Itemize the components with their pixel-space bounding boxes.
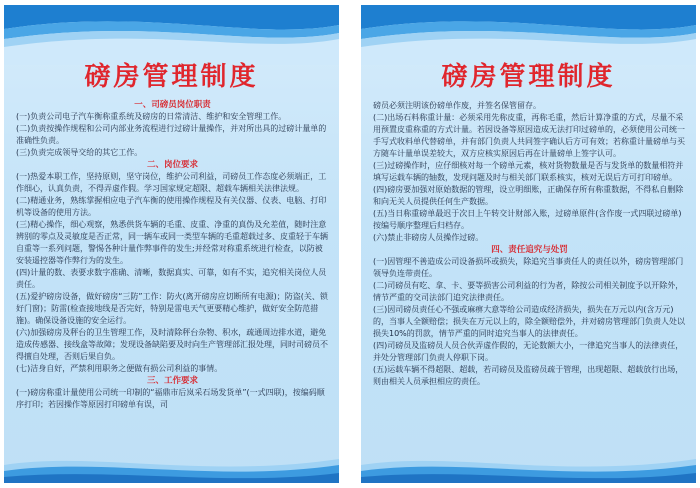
bottom-wave-decoration <box>361 443 696 483</box>
paragraph: (四)磅房要加强对原始数据的管理，设立明细账，正确保存所有称重数据，不得私自删除和向无关人员提供任何生产数据。 <box>373 185 684 206</box>
paragraph: (二)精通业务，熟练掌握相应电子汽车衡的使用操作规程及有关仪器、仪表、电脑、打印机等设备的使用方法。 <box>16 196 327 217</box>
paragraph: (六)加强磅房及秤台的卫生管理工作，及时清除秤台杂物、积水，疏通周边排水道，避免造成传感器、接线盒等故障；发现设备缺陷要及时向生产管理部汇报处理，同时司磅员不得擅自处理，否则后果自负。 <box>16 328 328 361</box>
paragraph: (二)负责按操作规程和公司内部业务流程进行过磅计量操作，并对所出具的过磅计量单的准确性负责。 <box>16 124 327 145</box>
right-poster-panel <box>361 5 696 483</box>
left-poster-panel <box>4 5 339 483</box>
paragraph: 磅员必须注明该份磅单作废，并签名保管留存。 <box>373 101 541 110</box>
section-heading-work: 三、工作要求 <box>146 376 198 386</box>
section-heading-requirements: 二、岗位要求 <box>146 160 198 170</box>
poster-title: 磅房管理制度 <box>441 62 616 92</box>
paragraph: (三)因司磅员责任心不强或麻痹大意等给公司造成经济损失，损失在万元以内(含万元)的，当事人全额赔偿；损失在万元以上的，除全额赔偿外，并对磅房管理部门负责人处以损失10%的罚款，情节严重的同时追究当事人的法律责任。 <box>373 305 685 338</box>
paragraph: (五)爱护磅房设备，做好磅房“三防”工作：防火(离开磅房应切断所有电源)；防盗(关、锁好门窗)；防雷(检查接地线是否完好，特别是雷电天气更要精心维护，做好安全防范措施)。确保设备设施的安全运行。 <box>16 292 328 325</box>
paragraph: (三)负责完成领导交给的其它工作。 <box>16 148 143 157</box>
poster-title: 磅房管理制度 <box>84 62 259 92</box>
paragraph: (二)出场石料称重计量：必须采用先称皮重，再称毛重，然后计算净重的方式，尽量不采用预置皮重称重的方式计量。若因设备等原因造成无法打印过磅单的，必须使用公司统一手写式收料单代替磅单，并有部门负责人共同签字确认后方可有效；若称重计量磅单与买方随车计量单误差较大，双方应核实原因后再在计量磅单上签字认可。 <box>373 113 685 158</box>
paragraph: (一)热爱本职工作，坚持原则，坚守岗位，维护公司利益，司磅员工作态度必须端正，工作细心，认真负责，不得弄虚作假。学习国家规定超限、超载车辆相关法律法规。 <box>16 172 327 193</box>
paragraph: (四)司磅员及监磅员人员合伙弄虚作假的，无论数额大小，一律追究当事人的法律责任，并处分管理部门负责人停职下岗。 <box>373 341 684 362</box>
paragraph: (五)运载车辆不得超限、超载，若司磅员及监磅员疏于管理，出现超限、超载放行出场，则由相关人员承担相应的责任。 <box>373 365 684 386</box>
right-body-text <box>373 100 686 388</box>
paragraph: (七)洁身自好，严禁利用职务之便做有损公司利益的事情。 <box>16 364 223 373</box>
paragraph: (四)计量的数、表要求数字准确、清晰，数据真实、可靠，如有不实，追究相关岗位人员责任。 <box>16 268 327 289</box>
paragraph: (三)过磅操作时，应仔细核对每一个磅单元素，核对货物数量是否与发货单的数量相符并填写运载车辆的轴数，发现问题及时与相关部门联系核实，核对无误后方可打印磅单。 <box>373 161 684 182</box>
section-heading-duties: 一、司磅员岗位职责 <box>134 100 211 110</box>
paragraph: (一)磅房称重计量使用公司统一印制的“福鼎市后岚采石场发货单”(一式四联)，按编码顺序打印；若因操作等原因打印磅单有误，司 <box>16 388 325 409</box>
paragraph: (三)精心操作，细心观察，熟悉供货车辆的毛重、皮重、净重的真伪及允差值，随时注意辨别的零点及灵敏度是否正常，同一辆车或同一类型车辆的毛重超载过多、皮重轻于车辆自重等一系列问题，警惕各种计量作弊事件的发生;并经常对称重系统进行检查，以防被安装遥控器等作弊行为的发生。 <box>16 220 328 265</box>
paragraph: (一)负责公司电子汽车衡称重系统及磅房的日常清洁、维护和安全管理工作。 <box>16 112 287 121</box>
paragraph: (五)当日称重磅单最迟于次日上午转交计财部入账，过磅单原件(含作废一式四联过磅单)按编号顺序整理后归档存。 <box>373 209 682 230</box>
section-heading-accountability: 四、责任追究与处罚 <box>491 245 568 255</box>
paragraph: (二)司磅员有吃、拿、卡、要等损害公司利益的行为者，除按公司相关制度予以开除外，情节严重的交司法部门追究法律责任。 <box>373 281 684 302</box>
left-body-text <box>16 99 329 411</box>
bottom-wave-decoration <box>4 443 339 483</box>
paragraph: (六)禁止非磅房人员操作过磅。 <box>373 233 484 242</box>
paragraph: (一)因管理不善造成公司设备损坏或损失，除追究当事责任人的责任以外，磅房管理部门领导负连带责任。 <box>373 257 684 278</box>
